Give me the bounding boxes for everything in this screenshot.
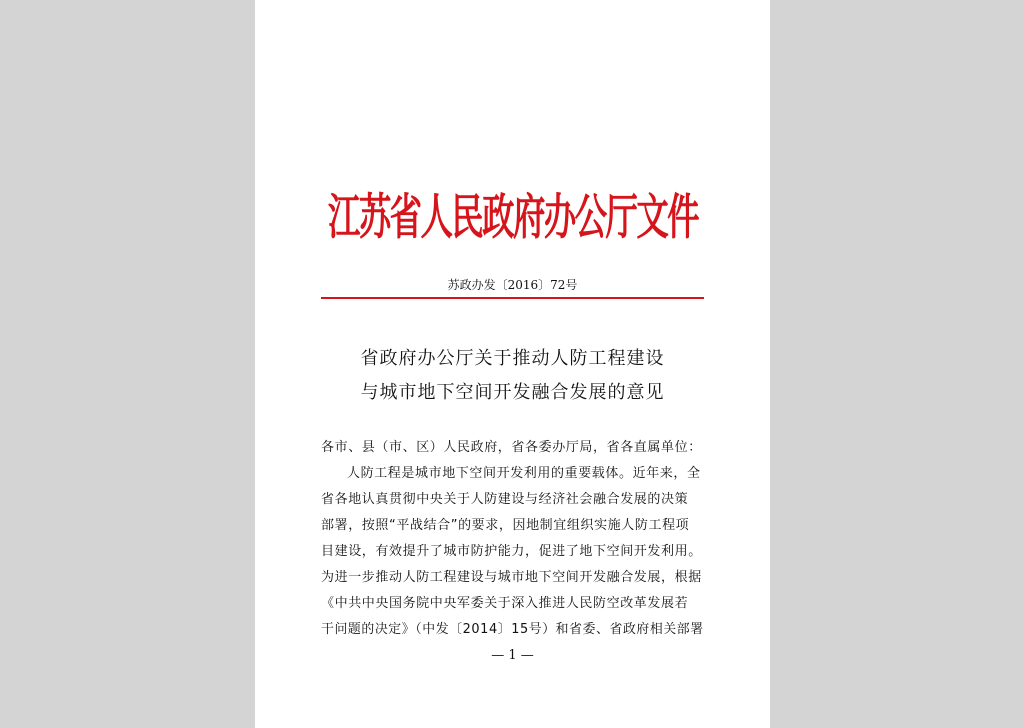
body-text-line: 为进一步推动人防工程建设与城市地下空间开发融合发展，根据 xyxy=(321,570,702,585)
body-text-line: 《中共中央国务院中央军委关于深入推进人民防空改革发展若 xyxy=(321,596,689,611)
document-title-line: 与城市地下空间开发融合发展的意见 xyxy=(360,382,665,403)
body-text-line: 省各地认真贯彻中央关于人防建设与经济社会融合发展的决策 xyxy=(321,492,689,507)
red-divider xyxy=(321,297,704,299)
body-text-line: 部署，按照“平战结合”的要求，因地制宜组织实施人防工程项 xyxy=(321,518,690,533)
document-page xyxy=(255,0,770,728)
document-header: 江苏省人民政府办公厅文件 xyxy=(327,188,698,246)
body-text-line: 目建设，有效提升了城市防护能力，促进了地下空间开发利用。 xyxy=(321,544,702,559)
body-text-line: 干问题的决定》（中发〔2014〕15号）和省委、省政府相关部署 xyxy=(321,622,704,637)
page-number: — 1 — xyxy=(491,648,534,663)
document-number: 苏政办发〔2016〕72号 xyxy=(447,278,578,292)
document-title-line: 省政府办公厅关于推动人防工程建设 xyxy=(360,348,665,369)
body-text-line: 人防工程是城市地下空间开发利用的重要载体。近年来，全 xyxy=(347,466,701,481)
salutation-line: 各市、县（市、区）人民政府，省各委办厅局，省各直属单位： xyxy=(321,440,702,455)
